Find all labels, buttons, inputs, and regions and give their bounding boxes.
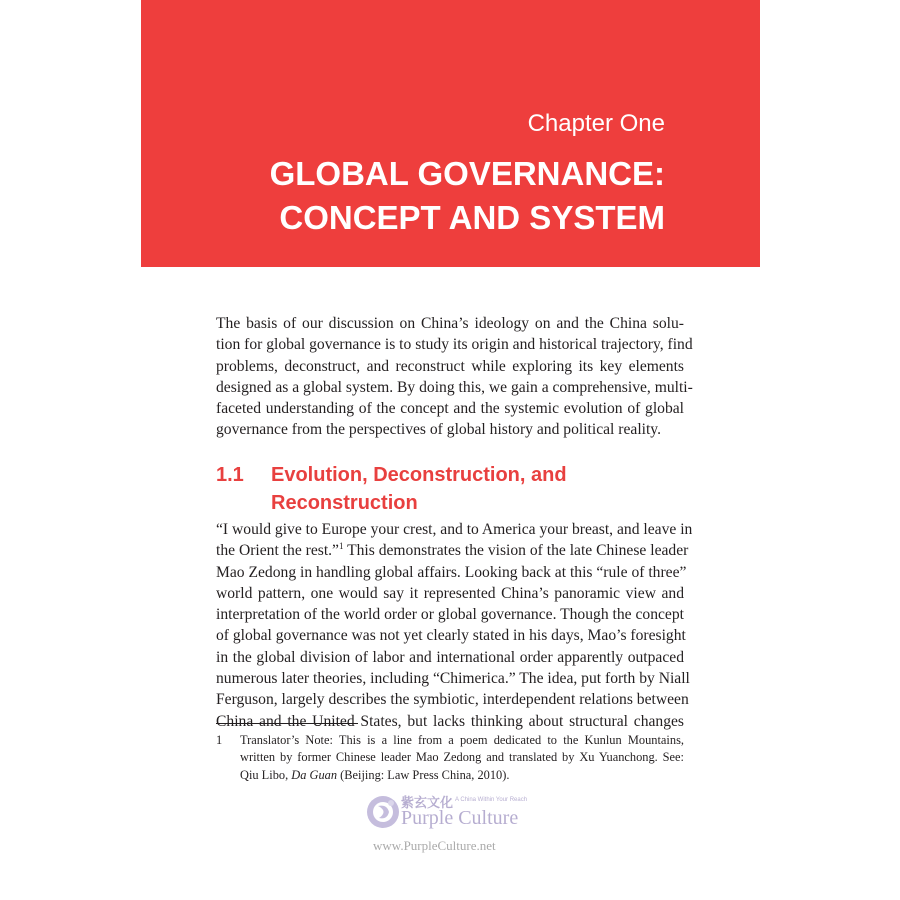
- chapter-title: [270, 152, 665, 240]
- section-line: Ferguson, largely describes the symbiotic, interdependent relations between: [216, 691, 689, 709]
- footnote-citation-author: Qiu Libo,: [240, 767, 292, 782]
- footnote-number: 1: [216, 733, 223, 747]
- section-line: “I would give to Europe your crest, and to America your breast, and leave in: [216, 521, 693, 538]
- footnote-citation-title: Da Guan: [291, 767, 338, 782]
- section-line-with-footnote: [216, 540, 689, 561]
- chapter-title-line-1: GLOBAL GOVERNANCE:: [269, 155, 665, 192]
- watermark-tagline: A China Within Your Reach: [455, 797, 528, 803]
- watermark-url: www.PurpleCulture.net: [373, 838, 496, 853]
- footnote-reference[interactable]: 1: [338, 541, 344, 552]
- footnote-divider: [216, 723, 358, 724]
- section-line: numerous later theories, including “Chimerica.” The idea, put forth by Niall: [216, 670, 690, 688]
- quote-end: the Orient the rest.”: [216, 542, 339, 560]
- section-line: Mao Zedong in handling global affairs. Looking back at this “rule of three”: [216, 563, 687, 581]
- section-line: China and the United States, but lacks thinking about structural changes: [216, 712, 684, 730]
- footnote-text: [240, 732, 684, 784]
- watermark-brand: Purple Culture: [401, 807, 519, 829]
- intro-line: tion for global governance is to study its origin and historical trajectory, find: [216, 336, 693, 354]
- chapter-label: Chapter One: [527, 110, 665, 137]
- intro-line: governance from the perspectives of global history and political reality.: [216, 421, 661, 439]
- intro-line: faceted understanding of the concept and the systemic evolution of global: [216, 400, 684, 418]
- watermark-chinese-name: 紫玄文化: [401, 796, 454, 811]
- section-title-line-2: Reconstruction: [271, 492, 418, 514]
- watermark: [365, 790, 545, 860]
- footnote-line: Translator’s Note: This is a line from a poem dedicated to the Kunlun Mountains,: [240, 733, 684, 747]
- chapter-banner: [141, 0, 760, 267]
- intro-line: designed as a global system. By doing this, we gain a comprehensive, multi-: [216, 378, 693, 396]
- section-line: world pattern, one would say it represented China’s panoramic view and: [216, 584, 684, 602]
- intro-line: problems, deconstruct, and reconstruct while exploring its key elements: [216, 357, 684, 375]
- section-title-line-1: Evolution, Deconstruction, and: [271, 464, 567, 486]
- section-line: interpretation of the world order or global governance. Though the concept: [216, 606, 684, 624]
- footnote-citation-publisher: (Beijing: Law Press China, 2010).: [337, 767, 510, 782]
- footnote-line: written by former Chinese leader Mao Zedong and translated by Xu Yuanchong. See:: [240, 750, 684, 765]
- footnote-line: [240, 767, 684, 784]
- chapter-title-line-2: CONCEPT AND SYSTEM: [279, 199, 665, 236]
- intro-paragraph: [216, 313, 693, 441]
- section-title: [271, 461, 601, 517]
- section-number: 1.1: [216, 464, 244, 486]
- section-line: of global governance was not yet clearly stated in his days, Mao’s foresight: [216, 627, 686, 645]
- intro-line: The basis of our discussion on China’s ideology on and the China solu-: [216, 315, 684, 332]
- purple-culture-logo-icon: [365, 794, 401, 830]
- quote-continuation: This demonstrates the vision of the late Chinese leader: [343, 542, 689, 560]
- section-paragraph: [216, 519, 693, 732]
- section-line: in the global division of labor and international order apparently outpaced: [216, 648, 684, 666]
